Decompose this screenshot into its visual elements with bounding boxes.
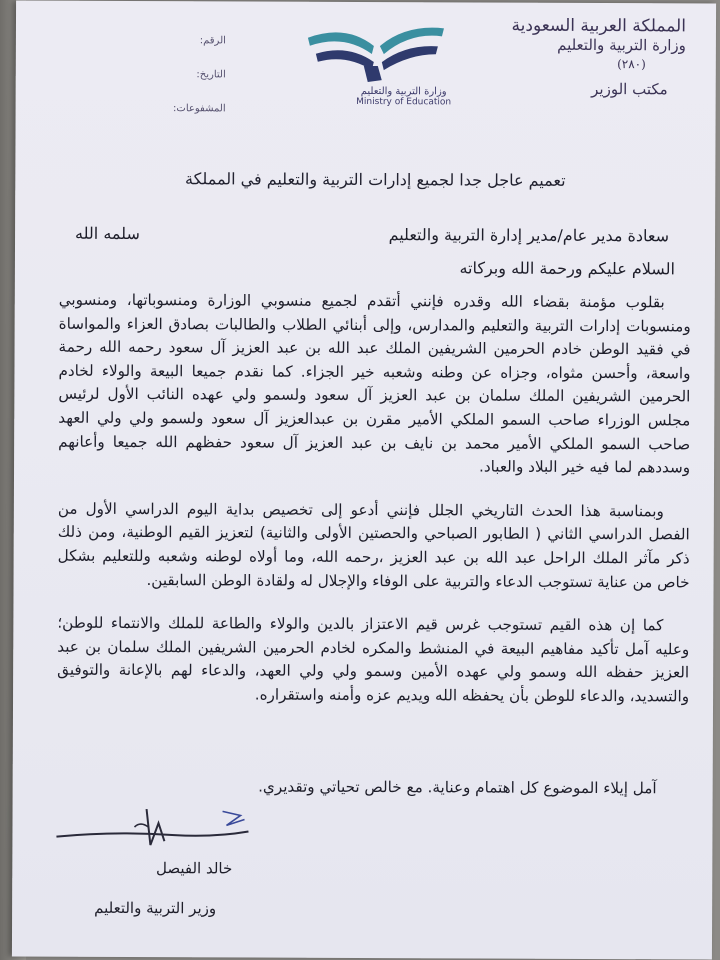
signatory-title: وزير التربية والتعليم: [94, 898, 217, 918]
addressee-row: [75, 224, 675, 246]
minister-office: مكتب الوزير: [591, 79, 668, 99]
body-paragraph-school-day: وبمناسبة هذا الحدث التاريخي الجلل فإنني أدعو إلى تخصيص بداية اليوم الدراسي الأول من الفصل الدراسي الثاني ( الطابور الصباحي والحصتين الأولى والثانية) لتعزيز القيم الوطنية، ومن ذلك ذكر مآثر الملك الراحل عبد الله بن عبد العزيز ،رحمه الله، وما أولاه لوطنه وشعبه وللتعليم بشكل خاص من عناية تستوجب الدعاء والتربية على الوفاء والإجلال له ولقادة الوطن السابقين.: [57, 499, 690, 591]
logo-arabic-text: وزارة التربية والتعليم: [360, 85, 447, 98]
attachments-label: المشفوعات:: [173, 103, 226, 115]
office-number: (٢٨٠): [617, 57, 646, 72]
letter-body: [57, 289, 691, 729]
signatory-name: خالد الفيصل: [155, 859, 233, 878]
greeting: السلام عليكم ورحمة الله وبركاته: [459, 258, 675, 279]
handwritten-signature: [54, 801, 254, 862]
body-paragraph-condolence: بقلوب مؤمنة بقضاء الله وقدره فإنني أتقدم لجميع منسوبي الوزارة ومنسوباتها، ومنسوبي ومنسوبات إدارات التربية والتعليم والمدارس، وإلى أبنائي الطلاب والطالبات بصادق العزاء والمواساة في فقيد الوطن خادم الحرمين الشريفين الملك عبد الله بن عبد العزيز آل سعود رحمه الله رحمة واسعة، وأحسن مثواه، وجزاه عن وطنه وشعبه خير الجزاء. كما نقدم جميعا البيعة والولاء لخادم الحرمين الشريفين الملك سلمان بن عبد العزيز آل سعود ولسمو ولي عهده النائب الأول لرئيس مجلس الوزراء صاحب السمو الملكي الأمير مقرن بن عبدالعزيز آل سعود ولسمو ولي ولي العهد صاحب السمو الملكي الأمير محمد بن نايف بن عبد العزيز آل سعود حفظهم الله جميعا وأعانهم وسددهم لما فيه خير البلاد والعباد.: [58, 290, 691, 477]
body-paragraph-values: كما إن هذه القيم تستوجب غرس قيم الاعتزاز بالدين والولاء والطاعة للملك والانتماء للوطن؛ وعليه آمل تأكيد مفاهيم البيعة في المنشط والمكره لخادم الحرمين الشريفين الملك سلمان بن عبد العزيز حفظه الله وسمو ولي عهده الأمين وسمو ولي ولي العهد، والدعاء لهم بالإعانة والتوفيق والتسديد، والدعاء للوطن بأن يحفظه الله ويديم عزه وأمنه واستقراره.: [57, 613, 690, 706]
letter-page: [12, 0, 716, 959]
date-label: التاريخ:: [196, 69, 226, 81]
closing-line: آمل إيلاء الموضوع كل اهتمام وعناية. مع خالص تحياتي وتقديري.: [258, 777, 657, 798]
letterhead-right: [466, 16, 686, 99]
letter-subject: تعميم عاجل جدا لجميع إدارات التربية والتعليم في المملكة: [185, 169, 566, 190]
letterhead-left-fields: [145, 35, 225, 137]
ministry-name: وزارة التربية والتعليم: [557, 35, 686, 55]
reference-number-label: الرقم:: [199, 35, 226, 47]
logo-book-right: [382, 46, 438, 70]
addressee: سعادة مدير عام/مدير إدارة التربية والتعليم: [388, 225, 670, 246]
logo-english-text: Ministry of Education: [356, 96, 452, 108]
salutation-block: [75, 224, 675, 279]
kingdom-name: المملكة العربية السعودية: [511, 15, 687, 37]
logo-caption: [354, 86, 454, 107]
logo-spine: [364, 66, 382, 82]
blessing: سلمه الله: [75, 223, 140, 244]
